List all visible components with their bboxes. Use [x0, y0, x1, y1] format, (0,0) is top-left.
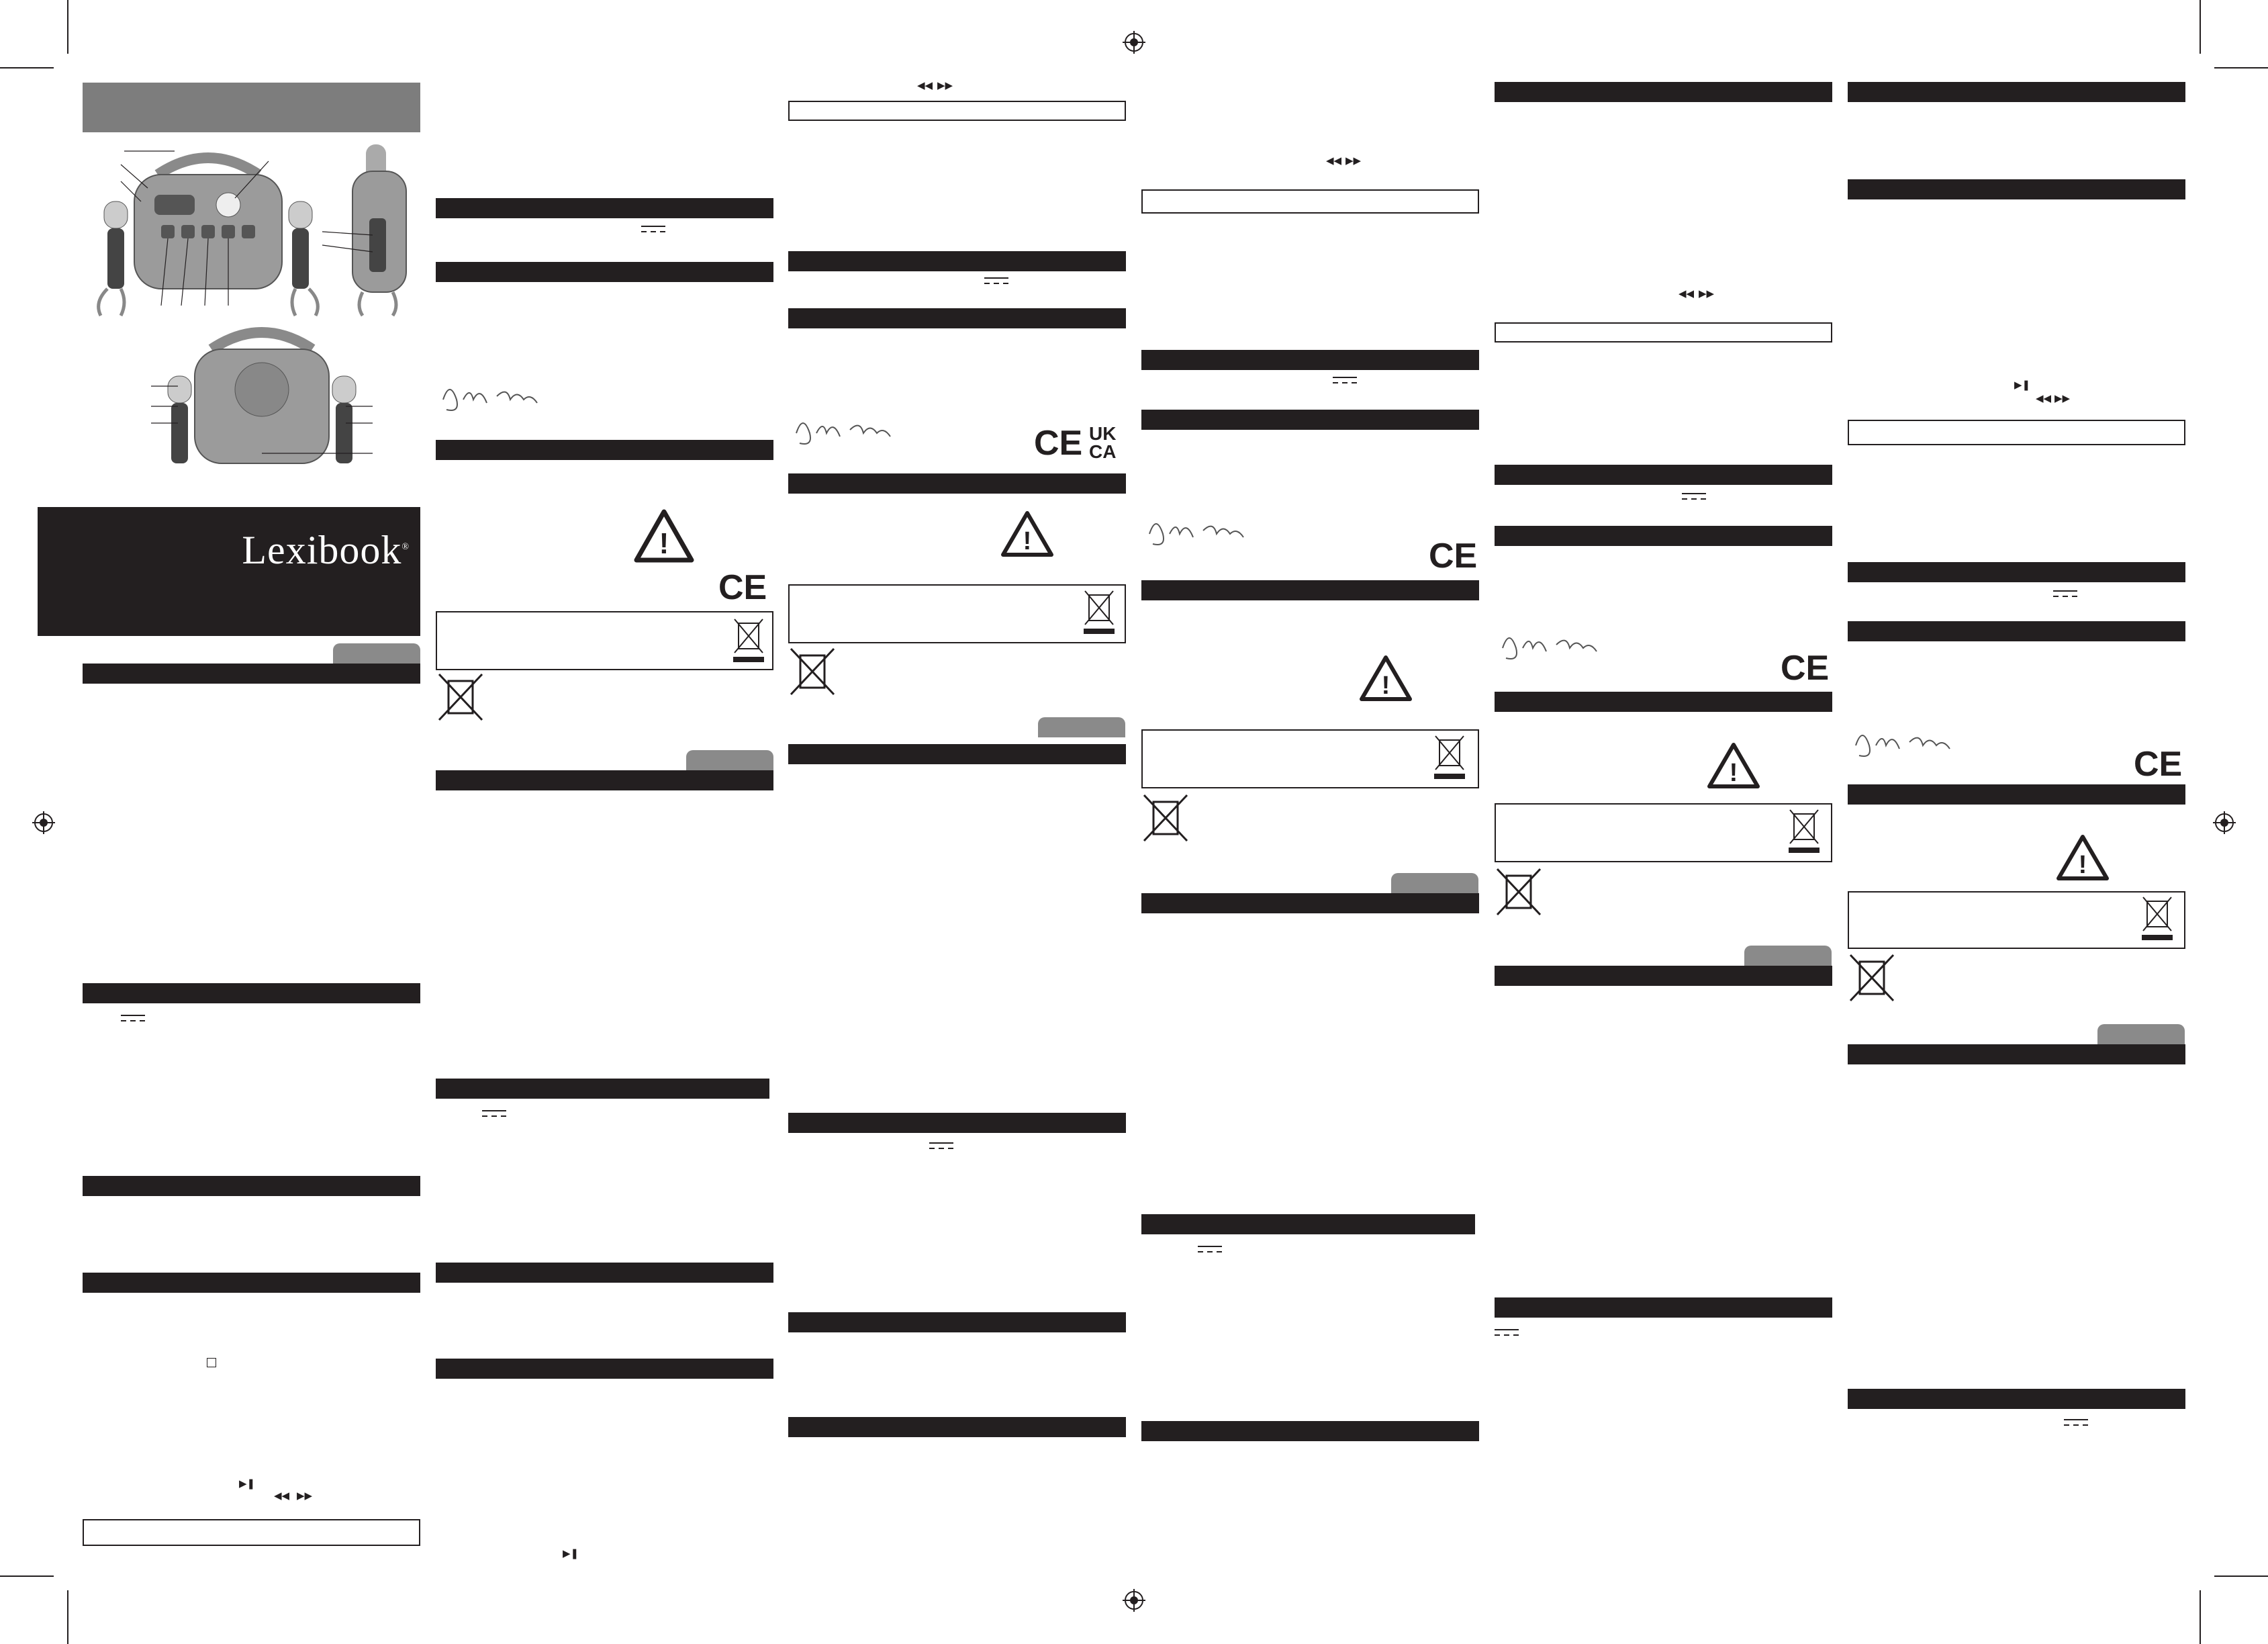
section-header-bar: [1141, 580, 1479, 600]
section-header-bar: [1495, 526, 1832, 546]
language-tab: [1391, 873, 1478, 893]
dc-symbol-icon: [2064, 1418, 2088, 1426]
section-header-bar: [1495, 966, 1832, 986]
section-header-bar: [1141, 1214, 1475, 1234]
section-header-bar: [1848, 1389, 2185, 1409]
brand-logo: Lexibook®: [242, 528, 410, 572]
crossed-bin-icon: [1082, 588, 1116, 635]
note-box: [1495, 322, 1832, 342]
signature-icon: [790, 413, 897, 447]
registration-mark-icon: [2213, 811, 2236, 834]
card-slot-icon: [207, 1358, 216, 1367]
play-pause-icon: ▶❚: [239, 1478, 256, 1490]
crossed-bin-icon: [1433, 733, 1466, 780]
product-back-illustration: [148, 322, 376, 497]
registration-mark-icon: [32, 811, 55, 834]
svg-text:!: !: [2078, 851, 2087, 879]
section-header-bar: [788, 1113, 1126, 1133]
section-header-bar: [83, 983, 420, 1003]
dc-symbol-icon: [929, 1142, 953, 1150]
section-header-bar: [436, 262, 773, 282]
fast-forward-icon: ▶▶: [1699, 288, 1715, 300]
crossed-bin-icon: [1848, 952, 1896, 1003]
language-tab: [1744, 946, 1832, 966]
signature-icon: [1849, 725, 1956, 759]
crop-mark: [2200, 0, 2201, 54]
section-header-bar: [1141, 410, 1479, 430]
section-header-bar: [436, 770, 773, 790]
section-header-bar: [788, 1312, 1126, 1332]
disposal-notice-box: [1141, 729, 1479, 788]
section-header-bar: [1848, 179, 2185, 199]
section-header-bar: [1495, 82, 1832, 102]
disposal-notice-box: [788, 584, 1126, 643]
disposal-notice-box: [1848, 891, 2185, 949]
ukca-mark-icon: UK CA: [1089, 423, 1117, 462]
note-box: [788, 101, 1126, 121]
section-header-bar: [1141, 350, 1479, 370]
warning-icon: [2056, 834, 2110, 881]
crop-mark: [67, 0, 68, 54]
section-header-bar: [1495, 465, 1832, 485]
section-header-bar: [1495, 692, 1832, 712]
section-header-bar: [1848, 82, 2185, 102]
section-header-bar: [83, 1273, 420, 1293]
section-header-bar: [788, 308, 1126, 328]
fast-forward-icon: ▶▶: [937, 80, 953, 91]
rewind-icon: ◀◀: [274, 1490, 290, 1502]
crop-mark: [0, 1575, 54, 1577]
dc-symbol-icon: [1682, 492, 1706, 500]
ce-mark-icon: CE: [1781, 649, 1830, 688]
ce-mark-icon: CE: [2134, 745, 2183, 784]
section-header-bar: [436, 440, 773, 460]
crossed-bin-icon: [732, 616, 765, 664]
note-box: [1141, 189, 1479, 214]
section-header-bar: [436, 1079, 769, 1099]
dc-symbol-icon: [2053, 590, 2077, 598]
crossed-bin-icon: [1787, 807, 1821, 854]
disposal-notice-box: [1495, 803, 1832, 862]
warning-icon: [634, 509, 694, 563]
dc-symbol-icon: [1495, 1328, 1519, 1336]
note-box: [83, 1519, 420, 1546]
section-header-bar: [1848, 1044, 2185, 1064]
svg-text:!: !: [1381, 672, 1390, 700]
section-header-bar: [1848, 562, 2185, 582]
disposal-notice-box: [436, 611, 773, 670]
svg-text:!: !: [1729, 759, 1738, 787]
dc-symbol-icon: [641, 225, 665, 233]
section-header-bar: [788, 744, 1126, 764]
crossed-bin-icon: [436, 672, 485, 723]
rewind-icon: ◀◀: [2036, 393, 2052, 404]
ce-mark-icon: CE: [718, 568, 767, 607]
crop-mark: [2200, 1590, 2201, 1644]
product-side-illustration: [316, 144, 416, 319]
warning-icon: [1000, 510, 1054, 557]
signature-icon: [436, 379, 544, 413]
language-tab: [686, 750, 773, 770]
brand-banner: [38, 507, 420, 636]
warning-icon: [1359, 655, 1413, 702]
dc-symbol-icon: [482, 1109, 506, 1117]
signature-icon: [1496, 628, 1603, 661]
section-header-bar: [788, 473, 1126, 494]
crossed-bin-icon: [788, 646, 837, 697]
dc-symbol-icon: [1198, 1245, 1222, 1253]
crop-mark: [2214, 1575, 2268, 1577]
section-header-bar: [436, 198, 773, 218]
section-header-bar: [788, 251, 1126, 271]
section-header-bar: [1141, 893, 1479, 913]
ce-mark-icon: CE: [1429, 537, 1478, 576]
registration-mark-icon: [1123, 1589, 1145, 1612]
crossed-bin-icon: [2140, 895, 2174, 942]
crossed-bin-icon: [1141, 792, 1190, 843]
rewind-icon: ◀◀: [1326, 155, 1342, 167]
crop-mark: [0, 67, 54, 68]
section-header-bar: [1141, 1421, 1479, 1441]
rewind-icon: ◀◀: [1679, 288, 1695, 300]
crop-mark: [67, 1590, 68, 1644]
product-front-illustration: [94, 148, 322, 322]
section-header-bar: [436, 1359, 773, 1379]
dc-symbol-icon: [1333, 376, 1357, 384]
signature-icon: [1143, 514, 1250, 547]
crop-mark: [2214, 67, 2268, 68]
play-pause-icon: ▶❚: [563, 1548, 579, 1559]
svg-text:!: !: [659, 527, 669, 560]
section-header-bar: [1848, 621, 2185, 641]
section-header-bar: [83, 664, 420, 684]
cover-header-band: [83, 83, 420, 132]
play-pause-icon: ▶❚: [2014, 379, 2031, 391]
warning-icon: [1707, 742, 1760, 789]
dc-symbol-icon: [121, 1014, 145, 1022]
language-tab: [1038, 717, 1125, 737]
section-header-bar: [83, 1176, 420, 1196]
section-header-bar: [788, 1417, 1126, 1437]
crossed-bin-icon: [1495, 866, 1543, 917]
rewind-icon: ◀◀: [917, 80, 933, 91]
language-tab: [333, 643, 420, 664]
registration-mark-icon: [1123, 31, 1145, 54]
fast-forward-icon: ▶▶: [297, 1490, 313, 1502]
fast-forward-icon: ▶▶: [2054, 393, 2071, 404]
language-tab: [2097, 1024, 2185, 1044]
section-header-bar: [436, 1263, 773, 1283]
note-box: [1848, 420, 2185, 445]
section-header-bar: [1495, 1297, 1832, 1318]
section-header-bar: [1848, 784, 2185, 805]
fast-forward-icon: ▶▶: [1345, 155, 1362, 167]
ce-mark-icon: CE: [1034, 424, 1083, 463]
svg-text:!: !: [1023, 527, 1032, 555]
dc-symbol-icon: [984, 277, 1008, 285]
